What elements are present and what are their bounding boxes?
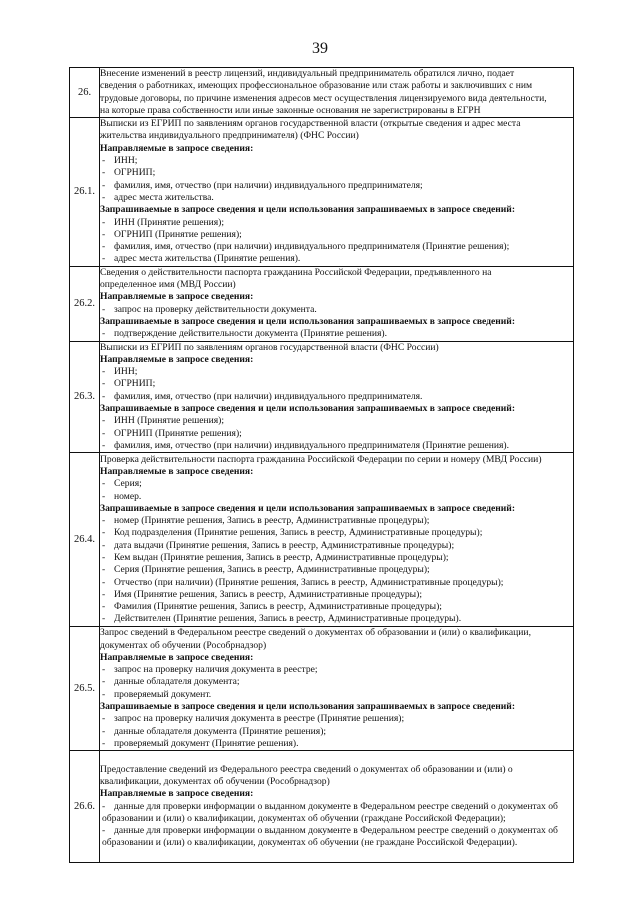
list-item: - номер. xyxy=(102,490,142,502)
row-title: жительства индивидуального предпринимателя) (ФНС России) xyxy=(100,130,359,142)
row-content xyxy=(100,751,574,863)
list-item: - ИНН (Принятие решения); xyxy=(102,415,225,427)
list-item: - Фамилия (Принятие решения, Запись в реестр, Административные процедуры); xyxy=(102,601,442,613)
requested-header: Запрашиваемые в запросе сведения и цели использования запрашиваемых в запросе сведений: xyxy=(100,403,516,415)
list-item: - Серия; xyxy=(102,478,142,490)
row-number: 26.6. xyxy=(70,751,100,863)
row-title: квалификации, документах об обучении (Рособрнадзор) xyxy=(100,775,330,787)
row-text: на которые права собственности или иные законные основания не зарегистрированы в ЕГРН xyxy=(100,104,481,116)
row-text: Внесение изменений в реестр лицензий, индивидуальный предприниматель обратился лично, подает xyxy=(100,68,515,79)
row-title: Сведения о действительности паспорта гражданина Российской Федерации, предъявленного на xyxy=(100,266,492,278)
list-item: - данные для проверки информации о выданном документе в Федеральном реестре сведений о документах об образовании и (или) о квалификации, документах об обучении (граждане Российской Федерации); xyxy=(102,800,558,824)
list-item: - Код подразделения (Принятие решения, Запись в реестр, Административные процедуры); xyxy=(102,527,483,539)
sent-header: Направляемые в запросе сведения: xyxy=(100,353,254,365)
list-item: - Имя (Принятие решения, Запись в реестр, Административные процедуры); xyxy=(102,588,422,600)
sent-header: Направляемые в запросе сведения: xyxy=(100,651,254,663)
sent-header: Направляемые в запросе сведения: xyxy=(100,465,254,477)
requested-header: Запрашиваемые в запросе сведения и цели использования запрашиваемых в запросе сведений: xyxy=(100,701,516,712)
list-item: - Отчество (при наличии) (Принятие решения, Запись в реестр, Административные процедуры); xyxy=(102,576,504,588)
row-number: 26.3. xyxy=(70,341,100,453)
list-item: - данные обладателя документа (Принятие решения); xyxy=(102,725,327,737)
list-item: - ОГРНИП; xyxy=(102,378,156,390)
list-item: - фамилия, имя, отчество (при наличии) индивидуального предпринимателя; xyxy=(102,179,423,191)
table-row xyxy=(70,453,574,627)
row-number: 26. xyxy=(70,68,100,118)
list-item: - ОГРНИП; xyxy=(102,167,156,179)
sent-header: Направляемые в запросе сведения: xyxy=(100,142,254,154)
row-number: 26.2. xyxy=(70,266,100,341)
row-number: 26.1. xyxy=(70,118,100,267)
list-item: - проверяемый документ. xyxy=(102,688,212,700)
row-content xyxy=(100,118,574,267)
requested-header: Запрашиваемые в запросе сведения и цели использования запрашиваемых в запросе сведений: xyxy=(100,502,516,514)
list-item: - ОГРНИП (Принятие решения); xyxy=(102,427,242,439)
list-item: - Серия (Принятие решения, Запись в реестр, Административные процедуры); xyxy=(102,564,430,576)
list-item: - ИНН; xyxy=(102,155,138,167)
row-content xyxy=(100,266,574,341)
list-item: - фамилия, имя, отчество (при наличии) индивидуального предпринимателя (Принятие решения); xyxy=(102,241,510,253)
list-item: - запрос на проверку наличия документа в реестре; xyxy=(102,664,318,676)
list-item: - проверяемый документ (Принятие решения). xyxy=(102,737,299,749)
row-content xyxy=(100,453,574,627)
list-item: - фамилия, имя, отчество (при наличии) индивидуального предпринимателя (Принятие решения). xyxy=(102,439,509,451)
row-title: Выписки из ЕГРИП по заявлениям органов государственной власти (открытые сведения и адрес места xyxy=(100,118,521,130)
row-content xyxy=(100,627,574,751)
table-row xyxy=(70,627,574,751)
list-item: - запрос на проверку действительности документа. xyxy=(102,303,317,315)
list-item: - подтверждение действительности документа (Принятие решения). xyxy=(102,328,387,340)
page-number: 39 xyxy=(312,40,328,57)
list-item: - запрос на проверку наличия документа в реестре (Принятие решения); xyxy=(102,713,405,725)
list-item: - Действителен (Принятие решения, Запись в реестр, Административные процедуры). xyxy=(102,613,462,625)
list-item: - адрес места жительства. xyxy=(102,191,214,203)
table-row xyxy=(70,751,574,863)
list-item: - ИНН (Принятие решения); xyxy=(102,216,225,228)
list-item: - фамилия, имя, отчество (при наличии) индивидуального предпринимателя. xyxy=(102,390,423,402)
list-item: - дата выдачи (Принятие решения, Запись в реестр, Административные процедуры); xyxy=(102,539,455,551)
row-title: Предоставление сведений из Федерального реестра сведений о документах об образовании и (или) о xyxy=(100,763,513,775)
row-number: 26.5. xyxy=(70,627,100,751)
registry-table xyxy=(69,67,574,863)
row-content xyxy=(100,68,574,118)
row-title: Проверка действительности паспорта гражданина Российской Федерации по серии и номеру (МВД России) xyxy=(100,453,542,465)
list-item: - адрес места жительства (Принятие решения). xyxy=(102,253,301,265)
requested-header: Запрашиваемые в запросе сведения и цели использования запрашиваемых в запросе сведений: xyxy=(100,315,516,327)
table-row xyxy=(70,118,574,267)
sent-header: Направляемые в запросе сведения: xyxy=(100,291,254,303)
row-text: трудовые договоры, по причине изменения адресов мест осуществления лицензируемого вида деятельности, xyxy=(100,92,547,104)
row-title: Выписки из ЕГРИП по заявлениям органов государственной власти (ФНС России) xyxy=(100,341,439,353)
row-title: документах об обучении (Рособрнадзор) xyxy=(100,639,267,651)
row-text: сведения о работниках, имеющих профессиональное образование или стаж работы и заключивших с ним xyxy=(100,80,533,92)
row-content xyxy=(100,341,574,453)
table-row xyxy=(70,341,574,453)
row-title: определенное имя (МВД России) xyxy=(100,279,236,291)
list-item: - номер (Принятие решения, Запись в реестр, Административные процедуры); xyxy=(102,515,430,527)
sent-header: Направляемые в запросе сведения: xyxy=(100,788,254,800)
list-item: - Кем выдан (Принятие решения, Запись в реестр, Административные процедуры); xyxy=(102,552,449,563)
table-row xyxy=(70,266,574,341)
list-item: - данные для проверки информации о выданном документе в Федеральном реестре сведений о документах об образовании и (или) о квалификации, документах об обучении (не граждане Российской Федерации). xyxy=(102,825,558,849)
row-number: 26.4. xyxy=(70,453,100,627)
list-item: - ИНН; xyxy=(102,366,138,378)
list-item: - данные обладателя документа; xyxy=(102,676,240,688)
table-row xyxy=(70,68,574,118)
requested-header: Запрашиваемые в запросе сведения и цели использования запрашиваемых в запросе сведений: xyxy=(100,204,516,216)
list-item: - ОГРНИП (Принятие решения); xyxy=(102,228,242,240)
row-title: Запрос сведений в Федеральном реестре сведений о документах об образовании и (или) о квалификации, xyxy=(100,627,531,639)
